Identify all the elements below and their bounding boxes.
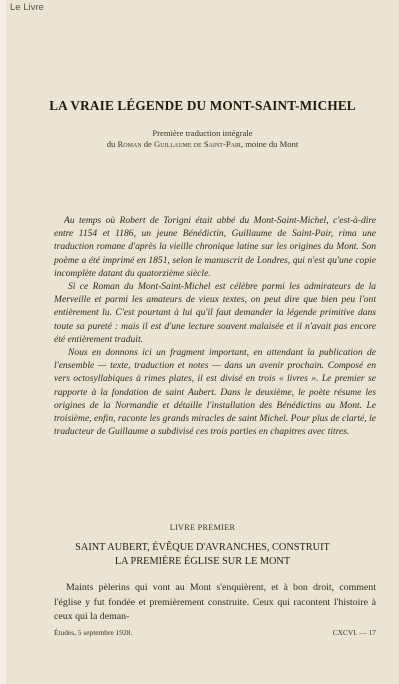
intro-paragraph: Nous en donnons ici un fragment important, en attendant la publication de l'ensemble — texte, traduction et notes — dans un avenir prochain. Composé en vers octosyllabiques à rimes plates, il est divisé en trois « livres ». Le premier se rapporte à la fondation de saint Aubert. Dans le deuxième, le poète résume les origines de la Normandie et détaille l'installation des Bénédictins au Mont. Le troisième, enfin, raconte les grands miracles de saint Michel. Pour plus de clarté, le traducteur de Guillaume a subdivisé ces trois parties en chapitres avec titres. bbox=[54, 347, 376, 438]
page-footer bbox=[54, 628, 376, 637]
subtitle-de: de bbox=[143, 139, 152, 149]
subtitle-du: du bbox=[106, 139, 116, 149]
intro-text bbox=[54, 214, 376, 438]
chapter-heading-line-2: LA PREMIÈRE ÉGLISE SUR LE MONT bbox=[114, 555, 291, 567]
translation-text bbox=[54, 581, 376, 625]
book-heading: LIVRE PREMIER bbox=[169, 523, 236, 532]
chapter-heading bbox=[6, 541, 399, 568]
footer-source: Études, 5 septembre 1928. bbox=[54, 628, 133, 637]
subtitle-author: Guillaume de Saint-Pair bbox=[154, 139, 241, 149]
article-subtitle bbox=[6, 128, 399, 150]
article-title: LA VRAIE LÉGENDE DU MONT-SAINT-MICHEL bbox=[49, 98, 356, 113]
subtitle-line-1: Première traduction intégrale bbox=[152, 128, 253, 138]
subtitle-line-2 bbox=[6, 139, 399, 150]
intro-paragraph: Si ce Roman du Mont-Saint-Michel est célèbre parmi les admirateurs de la Merveille et parmi les amateurs de vieux textes, on peut dire que bien peu l'ont entièrement lu. C'est pourtant à lui qu'il faut demander la légende primitive dans toute sa pureté : mais il est d'une lecture souvent malaisée et il n'avait pas encore été entièrement traduit. bbox=[54, 281, 376, 345]
intro-paragraph: Au temps où Robert de Torigni était abbé du Mont-Saint-Michel, c'est-à-dire entre 1154 et 1186, un jeune Bénédictin, Guillaume de Saint-Pair, rima une traduction romane d'après la vieille chronique latine sur les origines du Mont. Son poème a été imprimé en 1851, selon le manuscrit de Londres, qui n'est qu'une copie incomplète datant du quatorzième siècle. bbox=[54, 215, 376, 279]
watermark: Le Livre bbox=[10, 2, 44, 13]
translation-paragraph: Maints pèlerins qui vont au Mont s'enquièrent, et à bon droit, comment l'église y fut fondée et premièrement construite. Ceux qui racontent l'histoire à ceux qui la deman- bbox=[54, 582, 376, 622]
chapter-heading-line-1: SAINT AUBERT, ÉVÊQUE D'AVRANCHES, CONSTRUIT bbox=[75, 542, 330, 553]
subtitle-suffix: , moine du Mont bbox=[240, 139, 299, 149]
subtitle-roman: Roman bbox=[117, 139, 142, 149]
footer-page-number: CXCVI. — 17 bbox=[332, 628, 376, 637]
